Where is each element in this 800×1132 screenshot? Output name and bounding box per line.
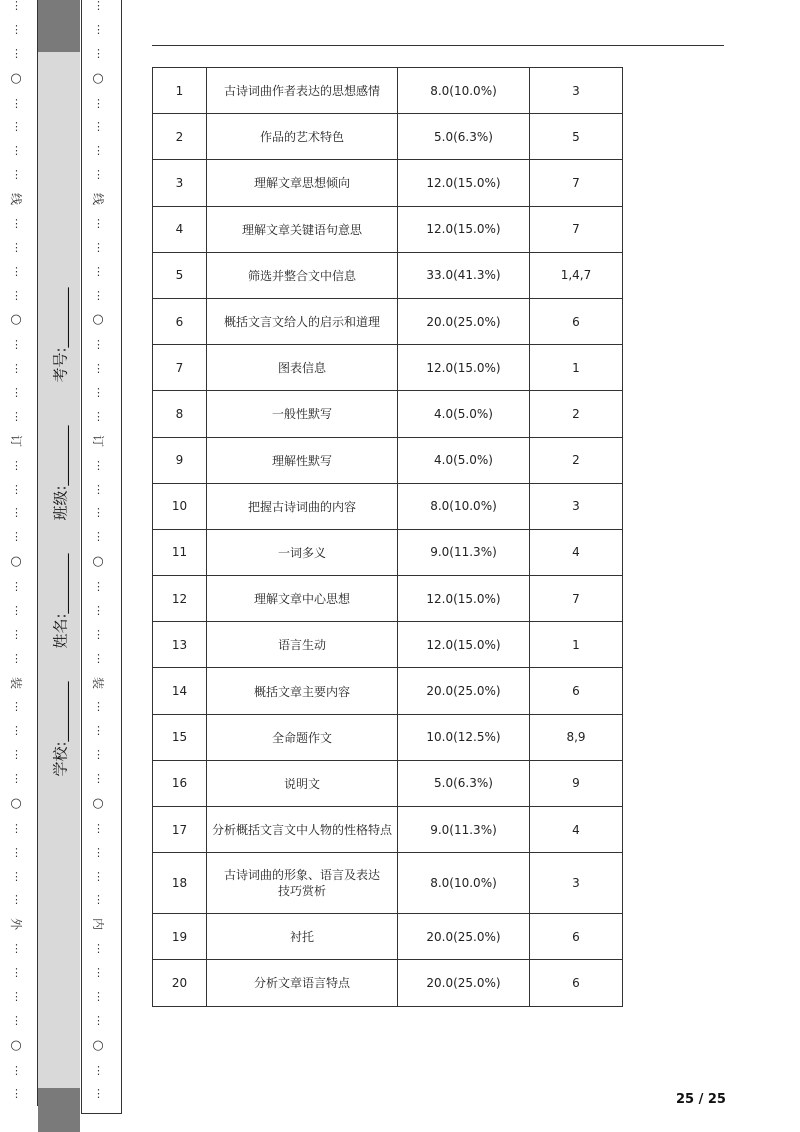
row-number: 13 (153, 622, 207, 668)
seal-dots: ⋮ (11, 22, 21, 36)
seal-dots: ⋮ (11, 264, 21, 278)
question-numbers: 7 (530, 206, 623, 252)
seal-line-label: 线 (8, 192, 23, 206)
seal-line-label: 外 (8, 918, 23, 931)
score-percentage: 20.0(25.0%) (398, 960, 530, 1006)
seal-dots: ⋮ (93, 409, 103, 423)
seal-dots: ⋮ (11, 530, 21, 544)
seal-dots: ⋮ (93, 288, 103, 302)
question-numbers: 2 (530, 437, 623, 483)
question-numbers: 3 (530, 853, 623, 914)
question-numbers: 5 (530, 114, 623, 160)
seal-dots: ⋮ (93, 772, 103, 785)
seal-dots: ⋮ (11, 1013, 21, 1027)
seal-dots: ⋮ (93, 240, 103, 254)
binding-band-top-cap (38, 0, 80, 52)
seal-dots: ⋮ (93, 482, 103, 496)
score-percentage: 8.0(10.0%) (398, 853, 530, 914)
seal-ring-icon: ○ (92, 554, 104, 570)
seal-ring-icon: ○ (92, 795, 104, 811)
seal-dots: ⋮ (93, 821, 103, 835)
seal-dots: ⋮ (11, 46, 21, 60)
seal-dots: ⋮ (11, 989, 21, 1003)
table-row (153, 160, 623, 206)
seal-line-label: 订 (90, 434, 105, 447)
row-number: 2 (153, 114, 207, 160)
question-numbers: 2 (530, 391, 623, 437)
seal-dots: ⋮ (93, 580, 103, 593)
knowledge-point: 语言生动 (207, 622, 398, 668)
question-numbers: 8,9 (530, 714, 623, 760)
seal-dots: ⋮ (11, 821, 21, 835)
row-number: 9 (153, 437, 207, 483)
knowledge-point: 一词多义 (207, 529, 398, 575)
seal-dots: ⋮ (11, 966, 21, 979)
seal-line-label: 订 (8, 434, 23, 447)
question-numbers: 6 (530, 960, 623, 1006)
row-number: 1 (153, 68, 207, 114)
seal-dots: ⋮ (11, 724, 21, 738)
knowledge-point: 图表信息 (207, 345, 398, 391)
seal-dots: ⋮ (11, 338, 21, 352)
score-percentage: 5.0(6.3%) (398, 760, 530, 806)
score-percentage: 33.0(41.3%) (398, 252, 530, 298)
seal-ring-icon: ○ (92, 312, 104, 328)
score-percentage: 12.0(15.0%) (398, 345, 530, 391)
seal-dots: ⋮ (11, 603, 21, 617)
seal-line-label: 线 (90, 192, 105, 206)
score-percentage: 20.0(25.0%) (398, 914, 530, 960)
knowledge-point: 概括文言文给人的启示和道理 (207, 298, 398, 344)
seal-dots: ⋮ (93, 506, 103, 520)
table-row (153, 252, 623, 298)
seal-dots: ⋮ (11, 240, 21, 254)
knowledge-point: 理解文章思想倾向 (207, 160, 398, 206)
seal-dots: ⋮ (93, 362, 103, 376)
inner-seal-line (88, 0, 108, 1100)
score-percentage: 20.0(25.0%) (398, 298, 530, 344)
seal-dots: ⋮ (11, 386, 21, 399)
table-row (153, 391, 623, 437)
seal-dots: ⋮ (11, 120, 21, 134)
score-percentage: 12.0(15.0%) (398, 576, 530, 622)
seal-dots: ⋮ (93, 724, 103, 738)
seal-dots: ⋮ (11, 942, 21, 956)
knowledge-point: 概括文章主要内容 (207, 668, 398, 714)
seal-dots: ⋮ (93, 216, 103, 230)
row-number: 12 (153, 576, 207, 622)
question-numbers: 7 (530, 576, 623, 622)
table-row (153, 345, 623, 391)
table-row (153, 576, 623, 622)
knowledge-point: 分析文章语言特点 (207, 960, 398, 1006)
question-numbers: 4 (530, 807, 623, 853)
row-number: 10 (153, 483, 207, 529)
seal-dots: ⋮ (11, 845, 21, 859)
row-number: 19 (153, 914, 207, 960)
seal-dots: ⋮ (93, 0, 103, 12)
seal-dots: ⋮ (93, 845, 103, 859)
seal-dots: ⋮ (93, 748, 103, 762)
outer-binding-strip (0, 0, 38, 1106)
knowledge-point: 说明文 (207, 760, 398, 806)
seal-line-label: 装 (8, 676, 23, 689)
row-number: 20 (153, 960, 207, 1006)
seal-dots: ⋮ (93, 96, 103, 110)
row-number: 3 (153, 160, 207, 206)
score-percentage: 20.0(25.0%) (398, 668, 530, 714)
question-numbers: 6 (530, 914, 623, 960)
seal-dots: ⋮ (11, 772, 21, 785)
seal-line-label: 内 (90, 918, 105, 931)
seal-dots: ⋮ (11, 409, 21, 423)
score-percentage: 12.0(15.0%) (398, 160, 530, 206)
score-percentage: 9.0(11.3%) (398, 529, 530, 575)
row-number: 6 (153, 298, 207, 344)
seal-dots: ⋮ (11, 168, 21, 182)
seal-dots: ⋮ (93, 1087, 103, 1101)
row-number: 16 (153, 760, 207, 806)
question-numbers: 3 (530, 483, 623, 529)
seal-dots: ⋮ (11, 0, 21, 12)
seal-ring-icon: ○ (10, 1037, 22, 1053)
row-number: 14 (153, 668, 207, 714)
seal-dots: ⋮ (93, 120, 103, 134)
name-field: 姓名:________ (51, 553, 70, 649)
question-numbers: 1,4,7 (530, 252, 623, 298)
seal-dots: ⋮ (93, 603, 103, 617)
knowledge-point: 理解文章中心思想 (207, 576, 398, 622)
table-row (153, 68, 623, 114)
knowledge-point: 全命题作文 (207, 714, 398, 760)
table-row (153, 853, 623, 914)
table-row (153, 807, 623, 853)
knowledge-point: 理解性默写 (207, 437, 398, 483)
knowledge-point: 分析概括文言文中人物的性格特点 (207, 807, 398, 853)
score-percentage: 4.0(5.0%) (398, 437, 530, 483)
seal-dots: ⋮ (11, 869, 21, 883)
seal-dots: ⋮ (11, 651, 21, 665)
row-number: 17 (153, 807, 207, 853)
seal-dots: ⋮ (11, 288, 21, 302)
seal-dots: ⋮ (93, 168, 103, 182)
seal-dots: ⋮ (11, 482, 21, 496)
seal-dots: ⋮ (93, 942, 103, 956)
question-numbers: 9 (530, 760, 623, 806)
student-info (40, 260, 80, 800)
question-numbers: 1 (530, 345, 623, 391)
seal-dots: ⋮ (93, 893, 103, 907)
table-row (153, 914, 623, 960)
score-percentage: 10.0(12.5%) (398, 714, 530, 760)
score-percentage: 8.0(10.0%) (398, 483, 530, 529)
seal-dots: ⋮ (11, 1087, 21, 1101)
row-number: 11 (153, 529, 207, 575)
knowledge-point: 古诗词曲的形象、语言及表达技巧赏析 (207, 853, 398, 914)
seal-dots: ⋮ (11, 748, 21, 762)
header-rule (152, 45, 724, 46)
row-number: 15 (153, 714, 207, 760)
school-field: 学校:________ (51, 681, 70, 777)
knowledge-points-table (152, 67, 623, 1007)
seal-dots: ⋮ (11, 362, 21, 376)
seal-dots: ⋮ (93, 46, 103, 60)
seal-dots: ⋮ (11, 1063, 21, 1077)
question-numbers: 6 (530, 298, 623, 344)
table-row (153, 622, 623, 668)
page-number: 25 / 25 (676, 1092, 726, 1107)
seal-ring-icon: ○ (10, 795, 22, 811)
question-numbers: 7 (530, 160, 623, 206)
question-numbers: 1 (530, 622, 623, 668)
seal-ring-icon: ○ (92, 1037, 104, 1053)
table-row (153, 437, 623, 483)
seal-dots: ⋮ (93, 458, 103, 472)
score-percentage: 5.0(6.3%) (398, 114, 530, 160)
table-row (153, 960, 623, 1006)
question-numbers: 3 (530, 68, 623, 114)
score-percentage: 4.0(5.0%) (398, 391, 530, 437)
row-number: 18 (153, 853, 207, 914)
seal-dots: ⋮ (93, 22, 103, 36)
knowledge-point: 一般性默写 (207, 391, 398, 437)
exam-number-field: 考号:________ (51, 287, 70, 383)
table-row (153, 114, 623, 160)
seal-ring-icon: ○ (92, 70, 104, 86)
seal-dots: ⋮ (93, 1013, 103, 1027)
knowledge-point: 古诗词曲作者表达的思想感情 (207, 68, 398, 114)
score-percentage: 12.0(15.0%) (398, 206, 530, 252)
seal-dots: ⋮ (93, 989, 103, 1003)
row-number: 5 (153, 252, 207, 298)
seal-dots: ⋮ (11, 700, 21, 714)
seal-dots: ⋮ (93, 264, 103, 278)
question-numbers: 6 (530, 668, 623, 714)
inner-binding-strip (81, 0, 122, 1114)
row-number: 8 (153, 391, 207, 437)
seal-dots: ⋮ (11, 580, 21, 593)
seal-ring-icon: ○ (10, 312, 22, 328)
seal-dots: ⋮ (93, 530, 103, 544)
seal-dots: ⋮ (93, 700, 103, 714)
outer-seal-line (6, 0, 26, 1100)
seal-dots: ⋮ (93, 338, 103, 352)
seal-dots: ⋮ (93, 1063, 103, 1077)
seal-ring-icon: ○ (10, 70, 22, 86)
seal-dots: ⋮ (93, 627, 103, 641)
row-number: 4 (153, 206, 207, 252)
score-percentage: 9.0(11.3%) (398, 807, 530, 853)
table-row (153, 298, 623, 344)
table-row (153, 760, 623, 806)
table-row (153, 714, 623, 760)
seal-dots: ⋮ (93, 966, 103, 979)
seal-dots: ⋮ (11, 458, 21, 472)
question-numbers: 4 (530, 529, 623, 575)
knowledge-point: 筛选并整合文中信息 (207, 252, 398, 298)
class-field: 班级:________ (51, 425, 70, 521)
table-row (153, 668, 623, 714)
binding-band-bottom-cap (38, 1088, 80, 1132)
seal-ring-icon: ○ (10, 554, 22, 570)
seal-dots: ⋮ (93, 386, 103, 399)
seal-dots: ⋮ (93, 144, 103, 158)
seal-dots: ⋮ (11, 893, 21, 907)
seal-dots: ⋮ (11, 216, 21, 230)
seal-line-label: 装 (90, 676, 105, 689)
seal-dots: ⋮ (11, 506, 21, 520)
seal-dots: ⋮ (11, 627, 21, 641)
table-row (153, 206, 623, 252)
knowledge-point: 衬托 (207, 914, 398, 960)
knowledge-point: 作品的艺术特色 (207, 114, 398, 160)
table-row (153, 529, 623, 575)
seal-dots: ⋮ (93, 869, 103, 883)
knowledge-point: 理解文章关键语句意思 (207, 206, 398, 252)
score-percentage: 8.0(10.0%) (398, 68, 530, 114)
seal-dots: ⋮ (93, 651, 103, 665)
table-row (153, 483, 623, 529)
row-number: 7 (153, 345, 207, 391)
knowledge-point: 把握古诗词曲的内容 (207, 483, 398, 529)
seal-dots: ⋮ (11, 96, 21, 110)
score-percentage: 12.0(15.0%) (398, 622, 530, 668)
seal-dots: ⋮ (11, 144, 21, 158)
